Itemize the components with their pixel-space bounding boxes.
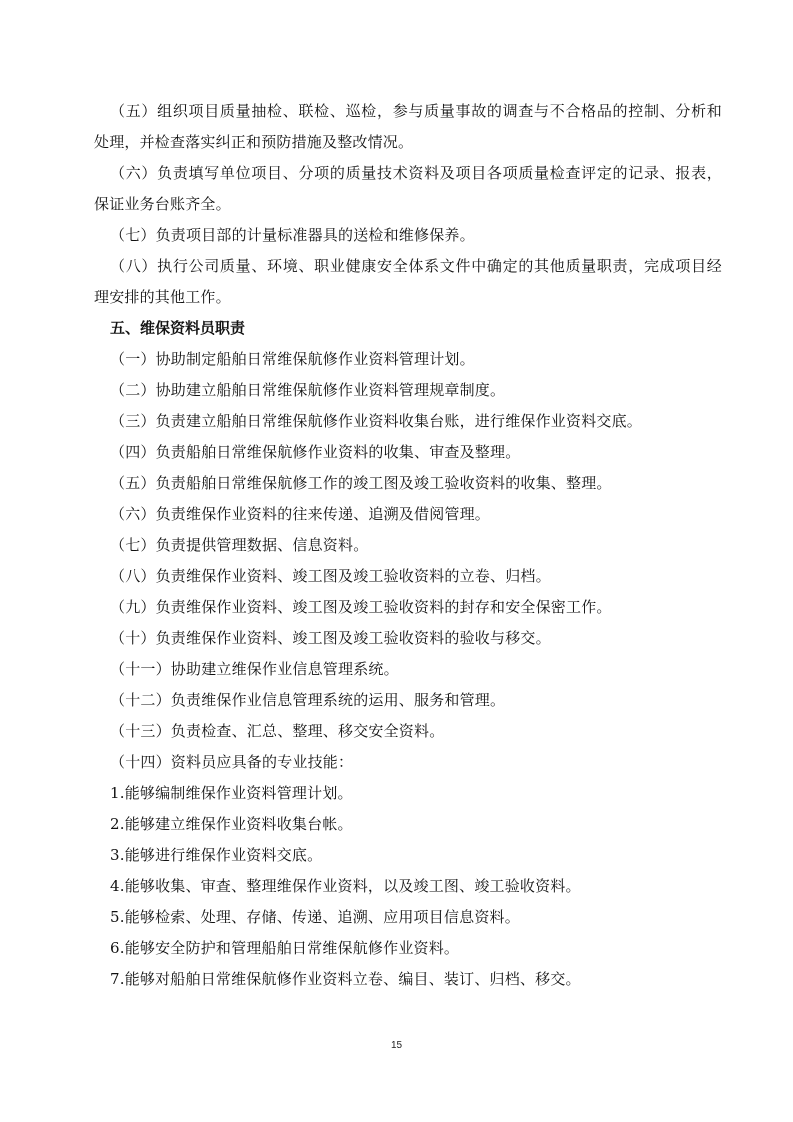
duty-item: （十一）协助建立维保作业信息管理系统。: [110, 660, 399, 678]
duty-item: （一）协助制定船舶日常维保航修作业资料管理计划。: [110, 350, 475, 368]
page-number: 15: [390, 1040, 403, 1051]
page-body: [94, 96, 722, 995]
duty-item: （十二）负责维保作业信息管理系统的运用、服务和管理。: [110, 691, 506, 709]
skill-item: 5.能够检索、处理、存储、传递、追溯、应用项目信息资料。: [110, 908, 520, 926]
skill-item: 4.能够收集、审查、整理维保作业资料，以及竣工图、竣工验收资料。: [110, 877, 581, 895]
paragraph-6-line-2: 保证业务台账齐全。: [94, 195, 231, 213]
duty-item: （六）负责维保作业资料的往来传递、追溯及借阅管理。: [110, 505, 491, 523]
section-heading: 五、维保资料员职责: [110, 319, 246, 337]
duty-item: （二）协助建立船舶日常维保航修作业资料管理规章制度。: [110, 381, 506, 399]
duty-item: （十）负责维保作业资料、竣工图及竣工验收资料的验收与移交。: [110, 629, 551, 647]
duty-item: （七）负责提供管理数据、信息资料。: [110, 536, 369, 554]
paragraph-6-line-1: （六）负责填写单位项目、分项的质量技术资料及项目各项质量检查评定的记录、报表，: [110, 164, 722, 182]
skill-item: 3.能够进行维保作业资料交底。: [110, 846, 323, 864]
duty-item: （五）负责船舶日常维保航修工作的竣工图及竣工验收资料的收集、整理。: [110, 474, 612, 492]
skill-item: 2.能够建立维保作业资料收集台帐。: [110, 815, 353, 833]
duty-item: （四）负责船舶日常维保航修作业资料的收集、审查及整理。: [110, 443, 521, 461]
paragraph-8-line-2: 理安排的其他工作。: [94, 288, 231, 306]
skill-item: 6.能够安全防护和管理船舶日常维保航修作业资料。: [110, 939, 460, 957]
duty-item: （九）负责维保作业资料、竣工图及竣工验收资料的封存和安全保密工作。: [110, 598, 612, 616]
paragraph-8-line-1: （八）执行公司质量、环境、职业健康安全体系文件中确定的其他质量职责，完成项目经: [110, 257, 722, 275]
duty-item: （十三）负责检查、汇总、整理、移交安全资料。: [110, 722, 445, 740]
skill-item: 7.能够对船舶日常维保航修作业资料立卷、编目、装订、归档、移交。: [110, 970, 581, 988]
paragraph-5-line-1: （五）组织项目质量抽检、联检、巡检，参与质量事故的调查与不合格品的控制、分析和: [110, 102, 722, 120]
duty-item: （八）负责维保作业资料、竣工图及竣工验收资料的立卷、归档。: [110, 567, 551, 585]
paragraph-5-line-2: 处理，并检查落实纠正和预防措施及整改情况。: [94, 133, 414, 151]
paragraph-7: （七）负责项目部的计量标准器具的送检和维修保养。: [110, 226, 475, 244]
duty-item: （三）负责建立船舶日常维保航修作业资料收集台账，进行维保作业资料交底。: [110, 412, 643, 430]
skill-item: 1.能够编制维保作业资料管理计划。: [110, 784, 353, 802]
duty-item: （十四）资料员应具备的专业技能：: [110, 753, 354, 771]
